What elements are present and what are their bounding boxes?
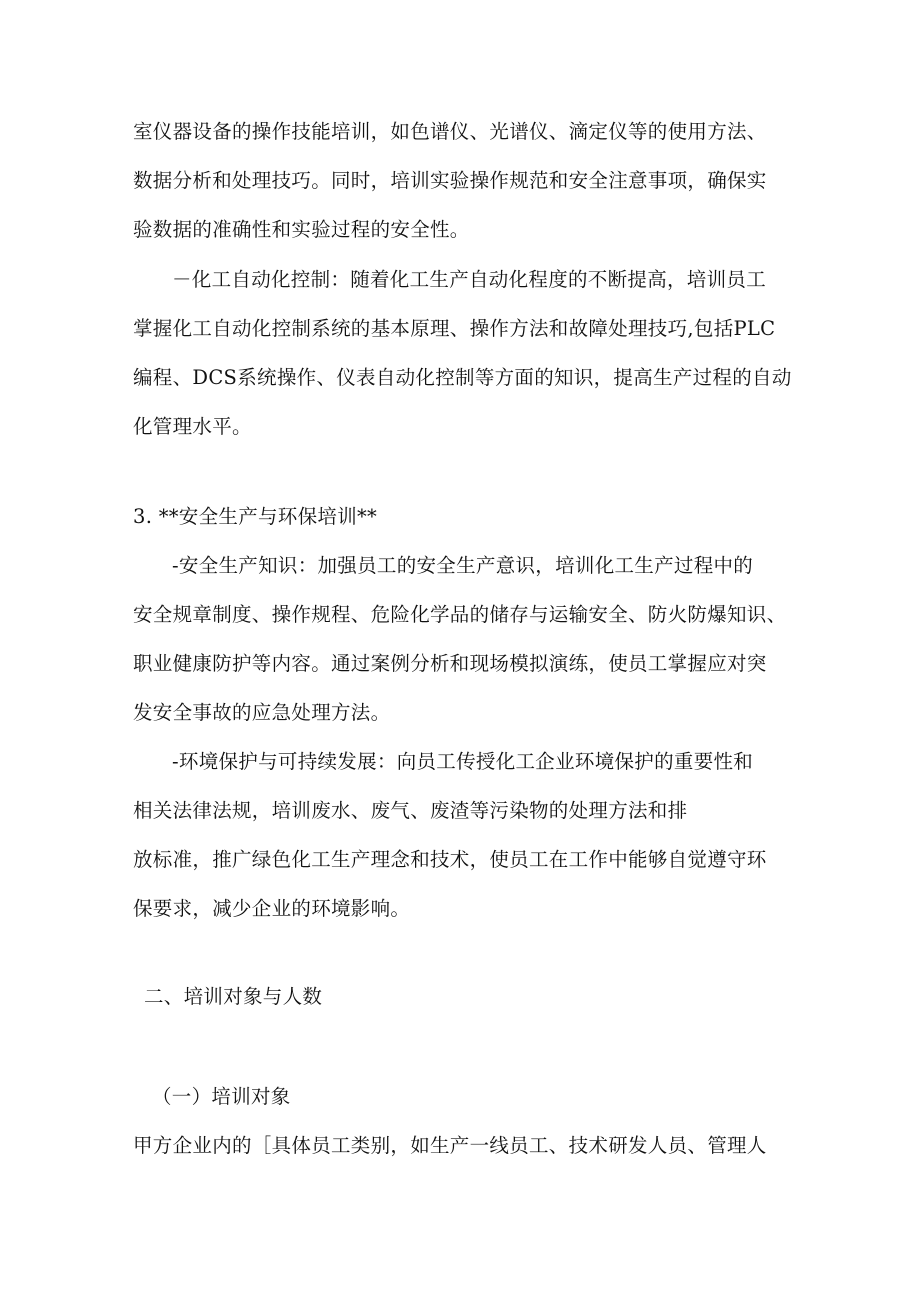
- paragraph-line: 室仪器设备的操作技能培训，如色谱仪、光谱仪、滴定仪等的使用方法、: [133, 120, 767, 143]
- paragraph-line: －化工自动化控制：随着化工生产自动化程度的不断提高，培训员工: [172, 268, 767, 291]
- paragraph-line: 验数据的准确性和实验过程的安全性。: [133, 218, 470, 241]
- paragraph-line: 相关法律法规，培训废水、废气、废渣等污染物的处理方法和排: [133, 799, 688, 822]
- paragraph-line: 职业健康防护等内容。通过案例分析和现场模拟演练，使员工掌握应对突: [133, 652, 767, 675]
- paragraph-line: 保要求，减少企业的环境影响。: [133, 897, 411, 920]
- paragraph-line: 编程、DCS系统操作、仪表自动化控制等方面的知识，提高生产过程的自动: [133, 366, 792, 389]
- subsection-heading: （一）培训对象: [152, 1085, 291, 1108]
- paragraph-line: 放标准，推广绿色化工生产理念和技术，使员工在工作中能够自觉遵守环: [133, 848, 767, 871]
- paragraph-line: 发安全事故的应急处理方法。: [133, 701, 391, 724]
- paragraph-line: -环境保护与可持续发展：向员工传授化工企业环境保护的重要性和: [172, 750, 754, 773]
- paragraph-line: 化管理水平。: [133, 415, 252, 438]
- paragraph-line: -安全生产知识：加强员工的安全生产意识，培训化工生产过程中的: [172, 554, 754, 577]
- paragraph-line: 数据分析和处理技巧。同时，培训实验操作规范和安全注意事项，确保实: [133, 169, 767, 192]
- chapter-heading: 二、培训对象与人数: [144, 985, 323, 1008]
- paragraph-line: 掌握化工自动化控制系统的基本原理、操作方法和故障处理技巧,包括PLC: [133, 317, 776, 340]
- section-heading: 3. **安全生产与环保培训**: [133, 505, 378, 528]
- paragraph-line: 甲方企业内的［具体员工类别，如生产一线员工、技术研发人员、管理人: [133, 1134, 767, 1157]
- paragraph-line: 安全规章制度、操作规程、危险化学品的储存与运输安全、防火防爆知识、: [133, 603, 787, 626]
